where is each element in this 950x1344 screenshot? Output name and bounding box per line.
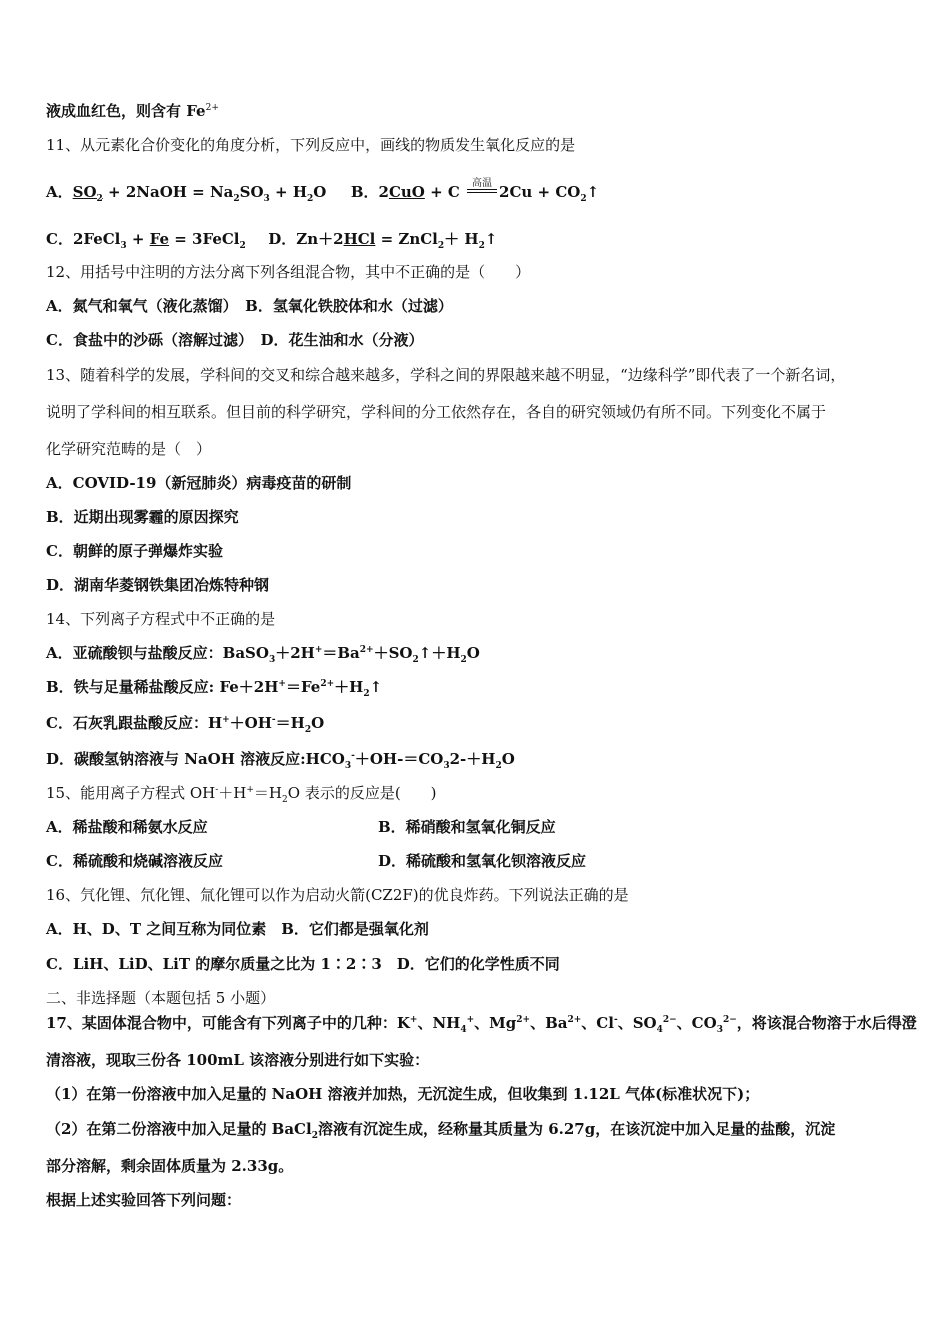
q11-b-label: B．2 — [350, 183, 389, 201]
q11-options-cd: C．2FeCl$_3$ + Fe = 3FeCl$_2$ D．Zn＋2HCl = ZnCl$_2$＋ $H_2↑$ — [46, 230, 498, 251]
q15-options-ab — [46, 817, 906, 837]
q14-option-d: D．碳酸氢钠溶液与 NaOH 溶液反应$:HCO_3^-+OH-=CO_32-+H_2O$ — [46, 750, 515, 771]
q16-options-cd: C．LiH、LiD、LiT 的摩尔质量之比为 1∶2∶3 D．它们的化学性质不同 — [46, 955, 560, 973]
q11-stem — [46, 135, 575, 155]
q12-options-ab: A．氮气和氧气（液化蒸馏） B．氢氧化铁胶体和水（过滤） — [46, 297, 453, 315]
q15-option-b: B．稀硝酸和氢氧化铜反应 — [378, 818, 556, 836]
gas-arrow: ↑ — [586, 183, 600, 201]
q12-stem: 12、用括号中注明的方法分离下列各组混合物，其中不正确的是（ ） — [46, 263, 531, 281]
q11-c-label: C．2FeCl — [46, 230, 121, 248]
q17-line6: 根据上述实验回答下列问题： — [46, 1191, 242, 1209]
q13-option-b: B．近期出现雾霾的原因探究 — [46, 508, 239, 526]
section-heading: 二、非选择题（本题包括 5 小题） — [46, 989, 276, 1007]
q17-line4: （2）在第二份溶液中加入足量的 BaCl$_2$溶液有沉淀生成，经称量其质量为 6.27g，在该沉淀中加入足量的盐酸，沉淀 — [46, 1120, 836, 1141]
q17-line2: 清溶液，现取三份各 100mL 该溶液分别进行如下实验： — [46, 1051, 430, 1069]
q11-a-label: A． — [46, 183, 73, 201]
q11-d-underlined: HCl — [343, 230, 376, 248]
q11-c-underlined: Fe — [149, 230, 170, 248]
q17-line3: （1）在第一份溶液中加入足量的 NaOH 溶液并加热，无沉淀生成，但收集到 1.12L 气体(标准状况下)； — [46, 1085, 760, 1103]
q14-stem: 14、下列离子方程式中不正确的是 — [46, 610, 276, 628]
q15-option-a: A．稀盐酸和稀氨水反应 — [46, 818, 208, 836]
condition-label: 高温 — [472, 178, 493, 189]
q15-options-cd — [46, 851, 906, 871]
q13-option-a: A．COVID-19（新冠肺炎）病毒疫苗的研制 — [46, 474, 352, 492]
q13-stem-line1: 13、随着科学的发展，学科间的交叉和综合越来越多，学科之间的界限越来越不明显，“边缘科学”即代表了一个新名词， — [46, 366, 846, 384]
reaction-condition — [467, 178, 497, 203]
q15-option-c: C．稀硫酸和烧碱溶液反应 — [46, 852, 223, 870]
q11-a-underlined: $SO_2$ — [72, 183, 103, 204]
q14-option-b: B．铁与足量稀盐酸反应: $Fe+2H^+=Fe^{2+}+H_2↑$ — [46, 678, 383, 699]
q14-option-a: A．亚硫酸钡与盐酸反应：$BaSO_3+2H^+=Ba^{2+}+SO_2↑+H_2O$ — [46, 644, 480, 665]
q11-b-underlined: CuO — [388, 183, 425, 201]
q16-options-ab: A．H、D、T 之间互称为同位素 B．它们都是强氧化剂 — [46, 920, 429, 938]
q13-option-d: D．湖南华菱钢铁集团冶炼特种钢 — [46, 576, 270, 594]
q11-options-ab: A．$SO_2$ + 2NaOH = $Na_2SO_3 + H_2O$ B．2CuO + C 高温 $2Cu + CO_2↑$ — [46, 182, 599, 203]
q16-stem: 16、氕化锂、氘化锂、氚化锂可以作为启动火箭(CZ2F)的优良炸药。下列说法正确的是 — [46, 886, 629, 904]
text-line-fe — [46, 101, 219, 121]
q13-option-c: C．朝鲜的原子弹爆炸实验 — [46, 542, 223, 560]
fe-charge: 2+ — [205, 103, 219, 113]
q13-stem-line2: 说明了学科间的相互联系。但目前的科学研究，学科间的分工依然存在，各自的研究领域仍有所不同。下列变化不属于 — [46, 403, 827, 421]
q14-option-c: C．石灰乳跟盐酸反应：$H^++OH^-=H_2O$ — [46, 714, 325, 735]
q11-d-label: D．Zn＋2 — [268, 230, 344, 248]
q17-line5: 部分溶解，剩余固体质量为 2.33g。 — [46, 1157, 294, 1175]
q12-options-cd: C．食盐中的沙砾（溶解过滤） D．花生油和水（分液） — [46, 331, 424, 349]
q15-option-d: D．稀硫酸和氢氧化钡溶液反应 — [378, 852, 587, 870]
q17-line1: 17、某固体混合物中，可能含有下列离子中的几种：K+、$NH_4^+$、$Mg^{2+}$、$Ba^{2+}$、Cl-、$SO_4^{2-}$、$CO_3^{2-}$，将该混合物溶于水后得澄 — [46, 1014, 917, 1035]
q11-stem-text: 11、从元素化合价变化的角度分析，下列反应中，画线的物质发生氧化反应的是 — [46, 136, 576, 154]
q13-stem-line3: 化学研究范畴的是（ ） — [46, 440, 212, 458]
fe-text: 液成血红色，则含有 Fe — [46, 102, 206, 120]
q15-stem: 15、能用离子方程式 $OH^-+H^+=H_2O$ 表示的反应是( ) — [46, 784, 437, 805]
